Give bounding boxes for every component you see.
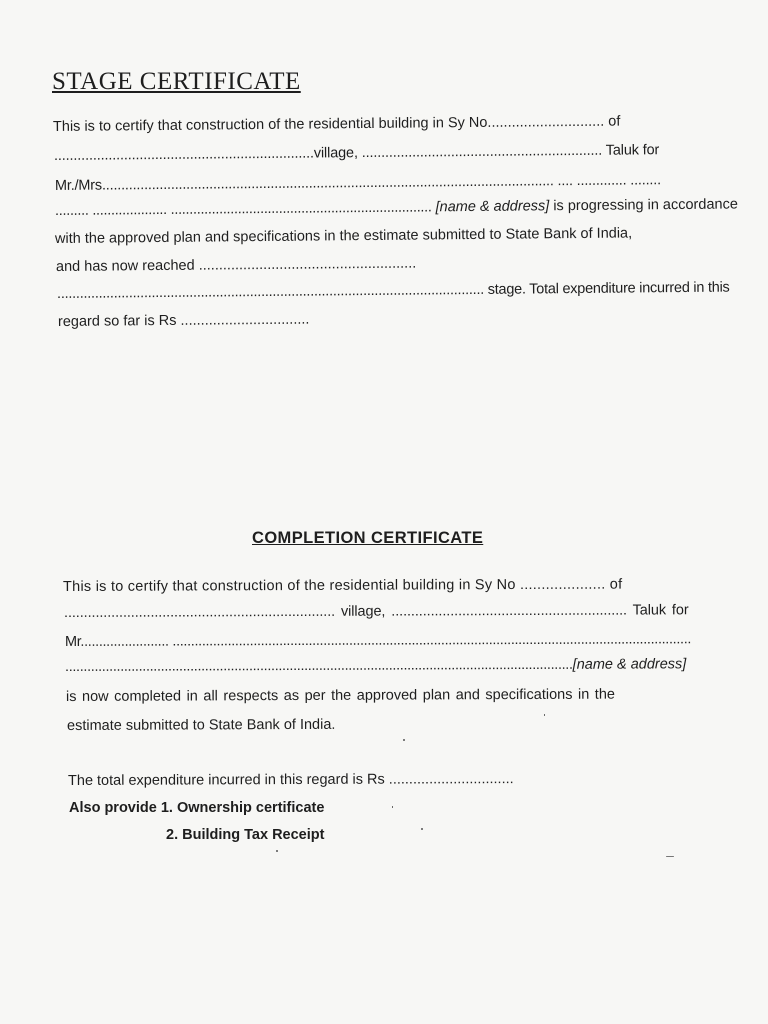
- stage-line-4: [55, 195, 738, 220]
- stage-certificate-title: STAGE CERTIFICATE: [52, 68, 301, 95]
- completion-line-4-dots: ..........................................................................................................................................: [64, 656, 573, 675]
- stage-line-3: Mr./Mrs...................................................................................................................... .... ............. ........: [54, 172, 661, 194]
- scan-speck: [403, 739, 405, 741]
- completion-line-4: [65, 655, 686, 676]
- also-provide-line: Also provide 1. Ownership certificate: [69, 800, 325, 816]
- completion-name-address-label: [name & address]: [572, 656, 687, 673]
- scan-speck: [421, 828, 423, 830]
- building-tax-receipt-line: 2. Building Tax Receipt: [166, 827, 325, 843]
- scan-speck: [544, 714, 545, 716]
- completion-line-6: estimate submitted to State Bank of India.: [66, 716, 336, 734]
- stage-line-4-dots: ......... .................... ......................................................................: [54, 199, 432, 219]
- stage-line-1: This is to certify that construction of the residential building in Sy No............................. of: [52, 113, 621, 135]
- completion-certificate-title: COMPLETION CERTIFICATE: [252, 529, 484, 547]
- stage-line-5: with the approved plan and specifications in the estimate submitted to State Bank of India,: [54, 225, 633, 247]
- completion-line-5: is now completed in all respects as per the approved plan and specifications in the: [65, 686, 615, 705]
- completion-line-7: The total expenditure incurred in this regard is Rs ...............................: [67, 771, 514, 789]
- stage-line-2: ...................................................................village, .............................................................. Taluk for: [53, 142, 660, 164]
- completion-line-3: Mr........................ .............................................................................................................................................: [64, 631, 692, 650]
- completion-line-2: ..................................................................... village, ............................................................ Taluk for: [63, 602, 689, 621]
- completion-line-1: This is to certify that construction of the residential building in Sy No .................... of: [62, 576, 623, 595]
- scan-speck: [666, 856, 674, 857]
- scan-speck: [276, 850, 278, 852]
- scan-speck: [392, 806, 393, 808]
- stage-line-4-tail: is progressing in accordance: [549, 196, 738, 215]
- stage-name-address-label: [name & address]: [435, 198, 550, 216]
- stage-line-7: ................................................................................................................. stage. Total expenditure incurred in this: [56, 279, 730, 302]
- stage-line-6: and has now reached ......................................................: [55, 255, 417, 275]
- stage-line-8: regard so far is Rs ................................: [57, 311, 310, 330]
